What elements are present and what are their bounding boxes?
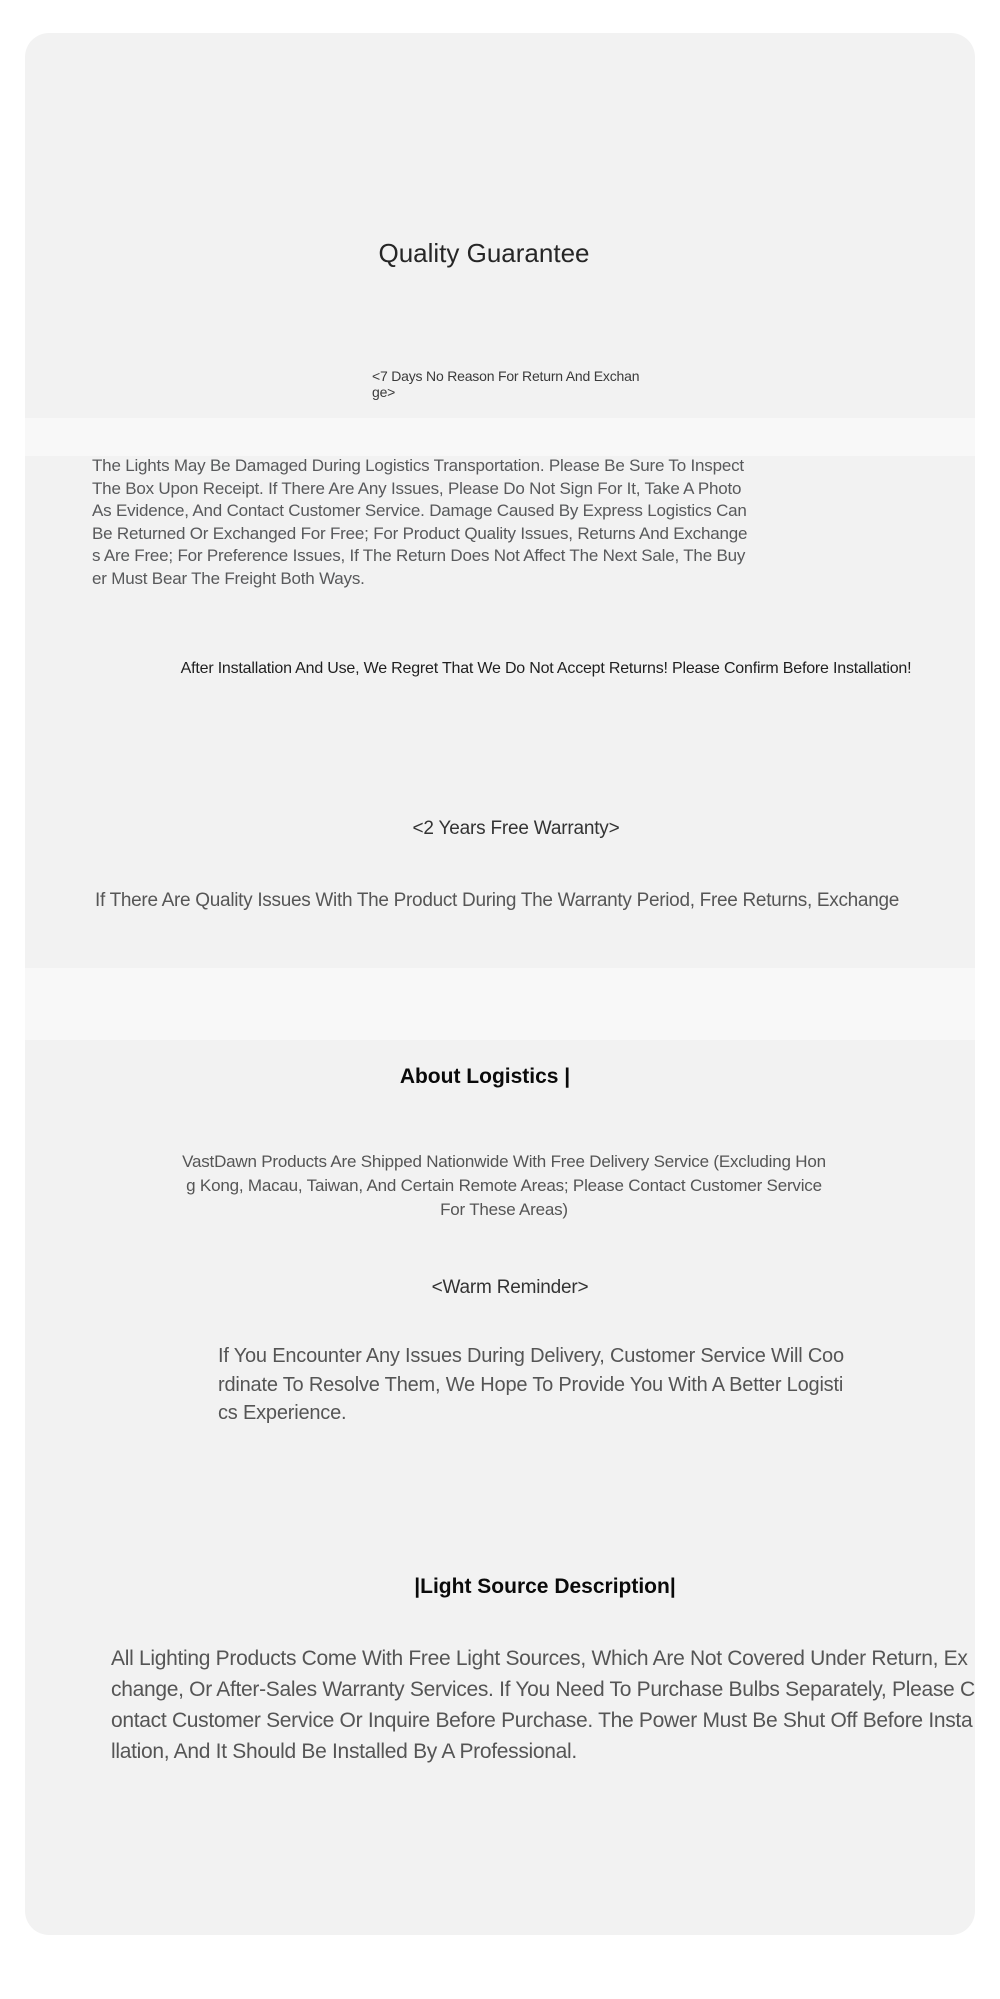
warm-reminder-heading: <Warm Reminder> (431, 1277, 589, 1298)
warranty-heading: <2 Years Free Warranty> (412, 818, 620, 839)
seven-day-return-heading: <7 Days No Reason For Return And Exchange> (372, 368, 640, 400)
warranty-paragraph: If There Are Quality Issues With The Product During The Warranty Period, Free Returns, Exchange (95, 890, 900, 911)
installation-notice: After Installation And Use, We Regret That We Do Not Accept Returns! Please Confirm Before Installation! (180, 660, 912, 677)
warm-reminder-paragraph: If You Encounter Any Issues During Delivery, Customer Service Will Coordinate To Resolve Them, We Hope To Provide You With A Better Logistics Experience. (218, 1345, 844, 1424)
quality-guarantee-title: Quality Guarantee (378, 238, 590, 268)
logistics-paragraph: VastDawn Products Are Shipped Nationwide With Free Delivery Service (Excluding Hong Kong, Macau, Taiwan, And Certain Remote Areas; Please Contact Customer Service For These Areas) (182, 1152, 826, 1219)
light-source-title: |Light Source Description| (414, 1575, 676, 1598)
slice-highlight-band (25, 968, 975, 1040)
slice-highlight-band (25, 418, 975, 456)
about-logistics-title: About Logistics | (399, 1065, 571, 1088)
light-source-paragraph: All Lighting Products Come With Free Light Sources, Which Are Not Covered Under Return, Exchange, Or After-Sales Warranty Services. If You Need To Purchase Bulbs Separately, Please Contact Customer Service Or Inquire Before Purchase. The Power Must Be Shut Off Before Installation, And It Should Be Installed By A Professional. (111, 1647, 975, 1763)
return-policy-paragraph: The Lights May Be Damaged During Logistics Transportation. Please Be Sure To Inspect The Box Upon Receipt. If There Are Any Issues, Please Do Not Sign For It, Take A Photo As Evidence, And Contact Customer Service. Damage Caused By Express Logistics Can Be Returned Or Exchanged For Free; For Product Quality Issues, Returns And Exchanges Are Free; For Preference Issues, If The Return Does Not Affect The Next Sale, The Buyer Must Bear The Freight Both Ways. (92, 456, 748, 588)
